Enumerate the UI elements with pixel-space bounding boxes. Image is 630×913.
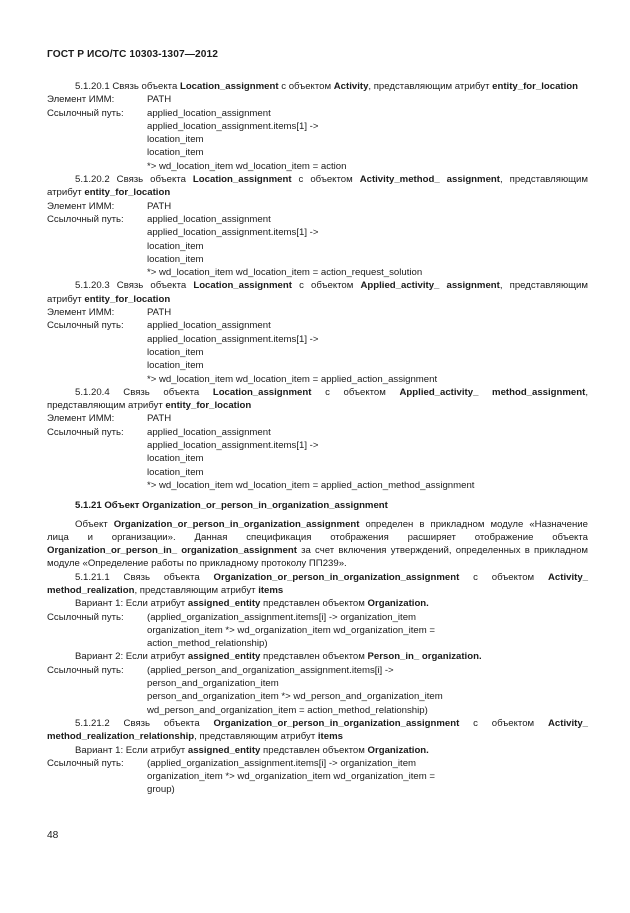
path-line: location_item	[147, 253, 204, 265]
document-body	[47, 80, 588, 797]
clause-5-1-20-3: 5.1.20.3 Связь объекта Location_assignment с объектом Applied_activity_ assignment, представляющим атрибут entity_for_location	[47, 280, 589, 305]
path-line: applied_location_assignment.items[1] ->	[147, 120, 319, 132]
path-line: organization_item *> wd_organization_item wd_organization_item =	[147, 771, 435, 783]
path-line: applied_location_assignment.items[1] ->	[147, 333, 319, 345]
path-line: location_item	[147, 360, 204, 372]
path-line: applied_location_assignment.items[1] ->	[147, 227, 319, 239]
element-line: Элемент ИММ: PATH	[47, 200, 172, 212]
clause-5-1-21-2: 5.1.21.2 Связь объекта Organization_or_person_in_organization_assignment с объектом Activity_ method_realization_relationship, представляющим атрибут items	[47, 717, 588, 743]
path-line: location_item	[147, 134, 204, 146]
path-line: group)	[147, 784, 175, 796]
path-line: applied_location_assignment.items[1] ->	[147, 440, 319, 452]
path-line: location_item	[147, 240, 204, 252]
element-line: Элемент ИММ: PATH	[47, 307, 172, 319]
path-line: *> wd_location_item wd_location_item = action	[147, 160, 347, 172]
variant-line: Вариант 1: Если атрибут assigned_entity представлен объектом Organization.	[75, 744, 429, 756]
clause-5-1-20-4: 5.1.20.4 Связь объекта Location_assignment с объектом Applied_activity_ method_assignment, представляющим атрибут entity_for_location	[47, 386, 588, 412]
path-line: Ссылочный путь: applied_location_assignment	[47, 426, 271, 438]
path-line: action_method_relationship)	[147, 638, 268, 650]
path-line: location_item	[147, 453, 204, 465]
path-line: wd_person_and_organization_item = action_method_relationship)	[147, 704, 428, 716]
path-line: person_and_organization_item	[147, 678, 279, 690]
path-line: organization_item *> wd_organization_item wd_organization_item =	[147, 624, 435, 636]
element-line: Элемент ИММ: PATH	[47, 413, 172, 425]
path-line: Ссылочный путь: (applied_organization_assignment.items[i] -> organization_item	[47, 757, 417, 769]
section-heading: 5.1.21 Объект Organization_or_person_in_organization_assignment	[75, 500, 388, 512]
path-line: *> wd_location_item wd_location_item = applied_action_method_assignment	[147, 479, 475, 491]
path-line: location_item	[147, 466, 204, 478]
path-line: Ссылочный путь: applied_location_assignment	[47, 320, 271, 332]
element-line: Элемент ИММ: PATH	[47, 94, 172, 106]
clause-5-1-21-1: 5.1.21.1 Связь объекта Organization_or_person_in_organization_assignment с объектом Activity_ method_realization, представляющим атрибут items	[47, 571, 588, 596]
clause-5-1-20-1: 5.1.20.1 Связь объекта Location_assignment с объектом Activity, представляющим атрибут entity_for_location	[75, 81, 578, 92]
path-line: location_item	[147, 346, 204, 358]
page-number: 48	[47, 830, 59, 841]
path-line: Ссылочный путь: applied_location_assignment	[47, 107, 271, 119]
intro-paragraph: Объект Organization_or_person_in_organization_assignment определен в прикладном модуле «Назначение лица и организации». Данная спецификация отображения расширяет отображение объекта Organization_or_person_in_ organization_assignment за счет включения утверждений, определенных в прикладном модуле «Определение работы по прикладному протоколу ПП239».	[47, 518, 589, 570]
path-line: Ссылочный путь: (applied_organization_assignment.items[i] -> organization_item	[47, 611, 417, 623]
path-line: person_and_organization_item *> wd_person_and_organization_item	[147, 691, 443, 703]
variant-line: Вариант 2: Если атрибут assigned_entity представлен объектом Person_in_ organization.	[75, 651, 482, 663]
variant-line: Вариант 1: Если атрибут assigned_entity представлен объектом Organization.	[75, 598, 429, 610]
path-line: *> wd_location_item wd_location_item = applied_action_assignment	[147, 373, 438, 385]
document-header: ГОСТ Р ИСО/ТС 10303-1307—2012	[47, 49, 219, 60]
path-line: location_item	[147, 147, 204, 159]
path-line: Ссылочный путь: applied_location_assignment	[47, 213, 271, 225]
path-line: Ссылочный путь: (applied_person_and_organization_assignment.items[i] ->	[47, 664, 394, 676]
clause-5-1-20-2: 5.1.20.2 Связь объекта Location_assignment с объектом Activity_method_ assignment, представляющим атрибут entity_for_location	[47, 174, 589, 199]
path-line: *> wd_location_item wd_location_item = action_request_solution	[147, 267, 423, 279]
